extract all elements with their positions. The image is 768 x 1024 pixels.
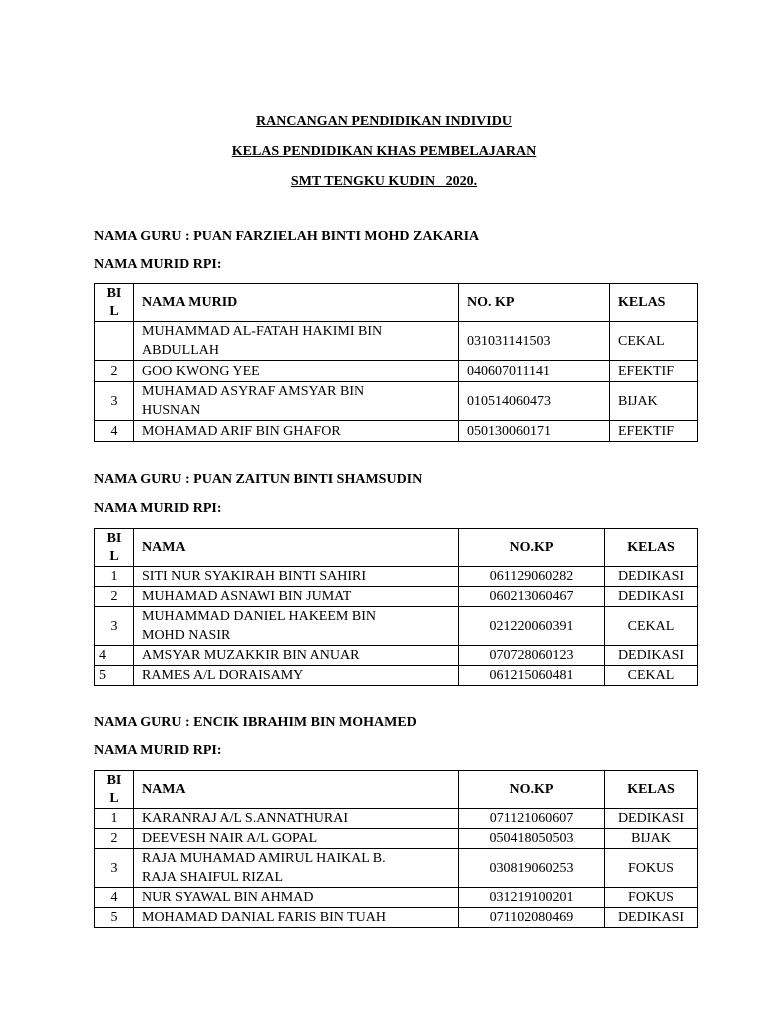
table-row bbox=[95, 666, 698, 686]
cell-nama: MUHAMMAD AL-FATAH HAKIMI BIN ABDULLAH bbox=[134, 322, 459, 361]
table-header-row bbox=[95, 771, 698, 809]
cell-kelas: DEDIKASI bbox=[605, 908, 698, 928]
header-nama: NAMA bbox=[134, 529, 459, 567]
cell-nama: MUHAMAD ASNAWI BIN JUMAT bbox=[134, 587, 459, 607]
cell-bil: 5 bbox=[95, 908, 134, 928]
document-title: RANCANGAN PENDIDIKAN INDIVIDU bbox=[256, 114, 512, 129]
document-school: SMT TENGKU KUDIN 2020. bbox=[290, 174, 478, 189]
section-2-murid-label: NAMA MURID RPI: bbox=[94, 501, 222, 516]
section-3-murid-label: NAMA MURID RPI: bbox=[94, 743, 222, 758]
document-subtitle: KELAS PENDIDIKAN KHAS PEMBELAJARAN bbox=[231, 144, 537, 159]
table-row bbox=[95, 607, 698, 646]
cell-kp: 071121060607 bbox=[459, 809, 605, 829]
cell-kelas: CEKAL bbox=[610, 322, 698, 361]
table-header-row bbox=[95, 284, 698, 322]
header-kp: NO. KP bbox=[459, 284, 610, 322]
section-1-table bbox=[94, 283, 698, 442]
cell-kp: 030819060253 bbox=[459, 849, 605, 888]
cell-kp: 031031141503 bbox=[459, 322, 610, 361]
cell-bil: 4 bbox=[95, 421, 134, 442]
cell-kelas: CEKAL bbox=[605, 607, 698, 646]
cell-kelas: DEDIKASI bbox=[605, 809, 698, 829]
cell-kp: 050130060171 bbox=[459, 421, 610, 442]
section-1-murid-label: NAMA MURID RPI: bbox=[94, 257, 222, 272]
section-2-guru: NAMA GURU : PUAN ZAITUN BINTI SHAMSUDIN bbox=[94, 472, 423, 487]
header-kp: NO.KP bbox=[459, 771, 605, 809]
table-row bbox=[95, 587, 698, 607]
cell-nama: RAMES A/L DORAISAMY bbox=[134, 666, 459, 686]
cell-kp: 061215060481 bbox=[459, 666, 605, 686]
header-bil: BI L bbox=[95, 529, 134, 567]
section-1-guru: NAMA GURU : PUAN FARZIELAH BINTI MOHD ZAKARIA bbox=[94, 229, 480, 244]
cell-bil: 1 bbox=[95, 809, 134, 829]
cell-kp: 061129060282 bbox=[459, 567, 605, 587]
cell-bil: 5 bbox=[95, 666, 134, 686]
cell-kp: 021220060391 bbox=[459, 607, 605, 646]
cell-kelas: EFEKTIF bbox=[610, 421, 698, 442]
cell-kelas: FOKUS bbox=[605, 849, 698, 888]
section-3-table bbox=[94, 770, 698, 928]
cell-bil: 1 bbox=[95, 567, 134, 587]
cell-bil bbox=[95, 322, 134, 361]
cell-bil: 3 bbox=[95, 382, 134, 421]
cell-kelas: DEDIKASI bbox=[605, 567, 698, 587]
header-nama: NAMA MURID bbox=[134, 284, 459, 322]
cell-kelas: BIJAK bbox=[605, 829, 698, 849]
table-row bbox=[95, 888, 698, 908]
header-kelas: KELAS bbox=[610, 284, 698, 322]
table-row bbox=[95, 361, 698, 382]
table-row bbox=[95, 849, 698, 888]
table-row bbox=[95, 809, 698, 829]
cell-nama: DEEVESH NAIR A/L GOPAL bbox=[134, 829, 459, 849]
cell-bil: 4 bbox=[95, 888, 134, 908]
header-kelas: KELAS bbox=[605, 529, 698, 567]
table-row bbox=[95, 646, 698, 666]
cell-nama: MUHAMAD ASYRAF AMSYAR BIN HUSNAN bbox=[134, 382, 459, 421]
header-bil: BI L bbox=[95, 284, 134, 322]
cell-kp: 040607011141 bbox=[459, 361, 610, 382]
document-title-block bbox=[0, 113, 768, 203]
header-bil: BI L bbox=[95, 771, 134, 809]
cell-bil: 2 bbox=[95, 587, 134, 607]
cell-kelas: DEDIKASI bbox=[605, 646, 698, 666]
table-row bbox=[95, 829, 698, 849]
header-nama: NAMA bbox=[134, 771, 459, 809]
cell-bil: 2 bbox=[95, 361, 134, 382]
table-row bbox=[95, 567, 698, 587]
cell-kelas: DEDIKASI bbox=[605, 587, 698, 607]
section-2-table bbox=[94, 528, 698, 686]
cell-nama: AMSYAR MUZAKKIR BIN ANUAR bbox=[134, 646, 459, 666]
cell-nama: KARANRAJ A/L S.ANNATHURAI bbox=[134, 809, 459, 829]
cell-nama: RAJA MUHAMAD AMIRUL HAIKAL B. RAJA SHAIFUL RIZAL bbox=[134, 849, 459, 888]
cell-kp: 010514060473 bbox=[459, 382, 610, 421]
cell-kp: 050418050503 bbox=[459, 829, 605, 849]
table-row bbox=[95, 322, 698, 361]
header-kp: NO.KP bbox=[459, 529, 605, 567]
cell-nama: SITI NUR SYAKIRAH BINTI SAHIRI bbox=[134, 567, 459, 587]
cell-nama: GOO KWONG YEE bbox=[134, 361, 459, 382]
cell-nama: MOHAMAD ARIF BIN GHAFOR bbox=[134, 421, 459, 442]
cell-bil: 3 bbox=[95, 849, 134, 888]
cell-nama: MOHAMAD DANIAL FARIS BIN TUAH bbox=[134, 908, 459, 928]
table-row bbox=[95, 908, 698, 928]
table-row bbox=[95, 421, 698, 442]
cell-nama: NUR SYAWAL BIN AHMAD bbox=[134, 888, 459, 908]
cell-kelas: FOKUS bbox=[605, 888, 698, 908]
cell-kelas: BIJAK bbox=[610, 382, 698, 421]
table-header-row bbox=[95, 529, 698, 567]
header-kelas: KELAS bbox=[605, 771, 698, 809]
cell-nama: MUHAMMAD DANIEL HAKEEM BIN MOHD NASIR bbox=[134, 607, 459, 646]
cell-bil: 3 bbox=[95, 607, 134, 646]
cell-kp: 070728060123 bbox=[459, 646, 605, 666]
table-row bbox=[95, 382, 698, 421]
cell-kp: 031219100201 bbox=[459, 888, 605, 908]
cell-kelas: CEKAL bbox=[605, 666, 698, 686]
cell-kp: 060213060467 bbox=[459, 587, 605, 607]
cell-kp: 071102080469 bbox=[459, 908, 605, 928]
cell-bil: 4 bbox=[95, 646, 134, 666]
cell-bil: 2 bbox=[95, 829, 134, 849]
cell-kelas: EFEKTIF bbox=[610, 361, 698, 382]
section-3-guru: NAMA GURU : ENCIK IBRAHIM BIN MOHAMED bbox=[94, 715, 417, 730]
